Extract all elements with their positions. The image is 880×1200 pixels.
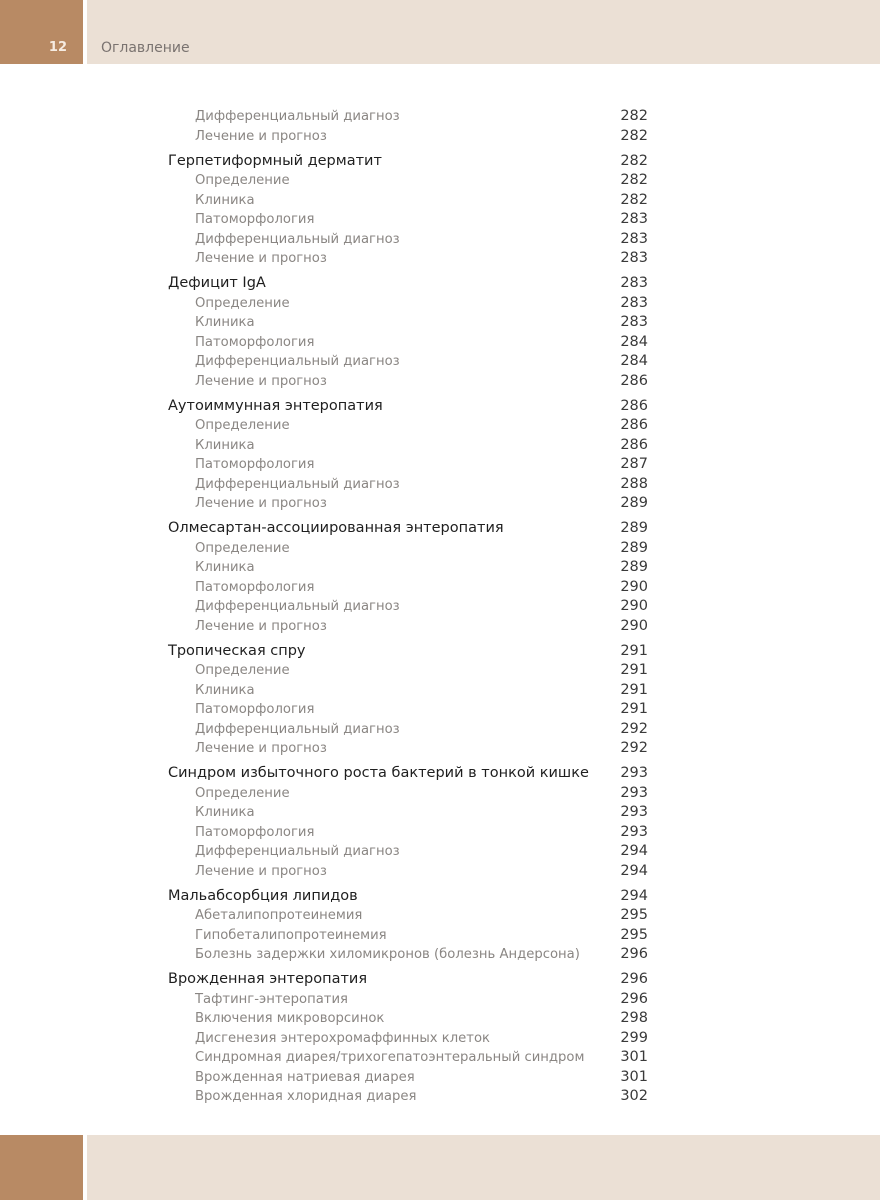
toc-subentry-page: 301: [620, 1068, 648, 1085]
toc-section-entry-page: 294: [620, 887, 648, 904]
toc-subentry-page: 298: [620, 1010, 648, 1026]
toc-subentry-page: 292: [620, 720, 648, 737]
toc-subentry[interactable]: [168, 863, 648, 883]
toc-subentry[interactable]: [168, 231, 648, 251]
toc-subentry-label: Лечение и прогноз: [195, 863, 327, 879]
toc-subentry-page: 290: [620, 617, 648, 634]
toc-subentry-label: Болезнь задержки хиломикронов (болезнь Андерсона): [195, 947, 580, 962]
toc-section-entry-page: 293: [620, 765, 648, 781]
toc-subentry-label: Лечение и прогноз: [195, 251, 327, 266]
toc-subentry-label: Абеталипопротеинемия: [195, 908, 363, 923]
toc-subentry[interactable]: [168, 579, 648, 599]
table-of-contents: [168, 108, 648, 1108]
toc-subentry-page: 291: [620, 701, 648, 717]
toc-subentry[interactable]: [168, 192, 648, 212]
toc-subentry[interactable]: [168, 476, 648, 496]
toc-section-entry[interactable]: [168, 639, 648, 662]
toc-section-entry[interactable]: [168, 149, 648, 172]
toc-subentry[interactable]: [168, 559, 648, 579]
toc-subentry-page: 282: [620, 191, 648, 208]
toc-subentry-label: Определение: [195, 540, 290, 556]
toc-section-entry[interactable]: [168, 517, 648, 540]
toc-subentry-page: 287: [620, 456, 648, 472]
toc-section-entry-label: Мальабсорбция липидов: [168, 887, 358, 904]
toc-subentry-label: Определение: [195, 418, 290, 433]
toc-subentry[interactable]: [168, 456, 648, 476]
toc-subentry-page: 302: [620, 1088, 648, 1104]
toc-subentry-label: Дисгенезия энтерохромаффинных клеток: [195, 1030, 490, 1046]
toc-subentry-label: Клиника: [195, 682, 255, 698]
toc-subentry-page: 295: [620, 926, 648, 943]
header-band: [87, 0, 880, 64]
running-title: Оглавление: [101, 40, 190, 56]
toc-subentry-label: Патоморфология: [195, 334, 315, 350]
toc-section-entry[interactable]: [168, 884, 648, 907]
toc-subentry-page: 289: [620, 539, 648, 556]
toc-section-entry-page: 291: [620, 642, 648, 659]
toc-subentry-page: 290: [620, 578, 648, 595]
toc-subentry-page: 284: [620, 353, 648, 369]
toc-subentry-label: Врожденная натриевая диарея: [195, 1069, 415, 1085]
toc-subentry-page: 282: [620, 172, 648, 188]
toc-subentry[interactable]: [168, 353, 648, 373]
toc-subentry-label: Лечение и прогноз: [195, 618, 327, 634]
toc-subentry-page: 286: [620, 372, 648, 389]
toc-subentry-page: 284: [620, 333, 648, 350]
toc-subentry-label: Лечение и прогноз: [195, 741, 327, 756]
header-accent-block: [0, 0, 83, 64]
toc-subentry[interactable]: [168, 701, 648, 721]
toc-subentry-page: 283: [620, 294, 648, 311]
toc-subentry[interactable]: [168, 721, 648, 741]
toc-subentry-label: Патоморфология: [195, 457, 315, 472]
toc-section-entry-label: Тропическая спру: [168, 642, 306, 659]
toc-subentry[interactable]: [168, 927, 648, 947]
toc-subentry[interactable]: [168, 172, 648, 192]
toc-subentry[interactable]: [168, 907, 648, 927]
toc-subentry-page: 289: [620, 559, 648, 575]
toc-subentry-label: Синдромная диарея/трихогепатоэнтеральный синдром: [195, 1050, 585, 1065]
toc-subentry[interactable]: [168, 598, 648, 618]
footer-accent-block: [0, 1135, 83, 1200]
toc-section-entry-label: Дефицит IgA: [168, 275, 266, 291]
toc-subentry[interactable]: [168, 843, 648, 863]
toc-subentry-label: Клиника: [195, 805, 255, 820]
toc-subentry-label: Дифференциальный диагноз: [195, 354, 400, 369]
toc-section-entry-label: Олмесартан-ассоциированная энтеропатия: [168, 520, 504, 536]
toc-subentry-label: Дифференциальный диагноз: [195, 721, 400, 737]
toc-section-entry-label: Синдром избыточного роста бактерий в тонкой кишке: [168, 765, 589, 781]
toc-subentry-label: Тафтинг-энтеропатия: [195, 991, 348, 1007]
toc-subentry-page: 283: [620, 230, 648, 247]
toc-subentry-page: 289: [620, 495, 648, 511]
toc-subentry[interactable]: [168, 785, 648, 805]
toc-subentry-page: 293: [620, 784, 648, 801]
toc-subentry-page: 299: [620, 1029, 648, 1046]
toc-subentry-label: Клиника: [195, 437, 255, 453]
toc-section-entry[interactable]: [168, 394, 648, 417]
toc-subentry[interactable]: [168, 211, 648, 231]
toc-subentry-label: Включения микроворсинок: [195, 1011, 385, 1026]
toc-subentry-label: Дифференциальный диагноз: [195, 844, 400, 859]
toc-subentry-page: 293: [620, 804, 648, 820]
toc-subentry[interactable]: [168, 295, 648, 315]
toc-subentry[interactable]: [168, 334, 648, 354]
toc-subentry-label: Патоморфология: [195, 579, 315, 595]
toc-subentry-page: 296: [620, 990, 648, 1007]
toc-subentry-page: 283: [620, 211, 648, 227]
toc-subentry[interactable]: [168, 437, 648, 457]
toc-subentry-page: 291: [620, 681, 648, 698]
toc-subentry-page: 292: [620, 740, 648, 756]
toc-subentry-label: Дифференциальный диагноз: [195, 599, 400, 614]
toc-section-entry-page: 282: [620, 152, 648, 169]
toc-subentry-page: 282: [620, 108, 648, 124]
toc-subentry[interactable]: [168, 540, 648, 560]
toc-subentry[interactable]: [168, 1049, 648, 1069]
toc-subentry[interactable]: [168, 946, 648, 966]
toc-subentry-label: Клиника: [195, 315, 255, 330]
footer-band: [87, 1135, 880, 1200]
toc-section-entry-label: Герпетиформный дерматит: [168, 152, 382, 169]
toc-subentry[interactable]: [168, 740, 648, 760]
toc-subentry[interactable]: [168, 991, 648, 1011]
toc-subentry[interactable]: [168, 417, 648, 437]
toc-subentry[interactable]: [168, 495, 648, 515]
toc-section-entry[interactable]: [168, 272, 648, 295]
toc-subentry[interactable]: [168, 824, 648, 844]
toc-subentry-label: Лечение и прогноз: [195, 128, 327, 144]
toc-section-entry-page: 296: [620, 971, 648, 987]
toc-subentry-page: 295: [620, 907, 648, 923]
toc-subentry-label: Врожденная хлоридная диарея: [195, 1089, 417, 1104]
toc-subentry-page: 286: [620, 436, 648, 453]
toc-subentry-page: 288: [620, 475, 648, 492]
toc-subentry-page: 294: [620, 843, 648, 859]
toc-subentry-label: Определение: [195, 173, 290, 188]
toc-subentry-page: 290: [620, 598, 648, 614]
toc-section-entry-page: 286: [620, 397, 648, 414]
toc-subentry[interactable]: [168, 1010, 648, 1030]
toc-subentry-label: Определение: [195, 663, 290, 678]
toc-subentry-label: Клиника: [195, 560, 255, 575]
toc-subentry[interactable]: [168, 618, 648, 638]
toc-subentry-label: Патоморфология: [195, 824, 315, 840]
toc-subentry[interactable]: [168, 682, 648, 702]
toc-subentry-page: 291: [620, 662, 648, 678]
toc-subentry[interactable]: [168, 108, 648, 128]
toc-section-entry-label: Врожденная энтеропатия: [168, 971, 368, 987]
toc-subentry[interactable]: [168, 314, 648, 334]
toc-subentry-label: Дифференциальный диагноз: [195, 109, 400, 124]
toc-subentry[interactable]: [168, 662, 648, 682]
toc-subentry[interactable]: [168, 128, 648, 148]
toc-subentry-page: 283: [620, 314, 648, 330]
toc-section-entry[interactable]: [168, 762, 648, 785]
toc-subentry-label: Определение: [195, 295, 290, 311]
toc-subentry-label: Патоморфология: [195, 702, 315, 717]
toc-subentry-label: Клиника: [195, 192, 255, 208]
toc-section-entry-page: 283: [620, 275, 648, 291]
toc-subentry-page: 294: [620, 862, 648, 879]
toc-subentry-label: Лечение и прогноз: [195, 496, 327, 511]
toc-subentry-label: Определение: [195, 785, 290, 801]
toc-subentry-label: Гипобеталипопротеинемия: [195, 927, 387, 943]
toc-subentry-label: Патоморфология: [195, 212, 315, 227]
toc-subentry-page: 293: [620, 823, 648, 840]
toc-section-entry-page: 289: [620, 520, 648, 536]
toc-subentry[interactable]: [168, 373, 648, 393]
toc-subentry[interactable]: [168, 1069, 648, 1089]
toc-subentry[interactable]: [168, 804, 648, 824]
toc-subentry-page: 286: [620, 417, 648, 433]
toc-subentry-label: Лечение и прогноз: [195, 373, 327, 389]
toc-subentry[interactable]: [168, 1088, 648, 1108]
page-number: 12: [48, 40, 67, 55]
toc-subentry-page: 296: [620, 946, 648, 962]
toc-subentry[interactable]: [168, 250, 648, 270]
toc-subentry[interactable]: [168, 1030, 648, 1050]
toc-section-entry-label: Аутоиммунная энтеропатия: [168, 397, 383, 414]
toc-subentry-page: 282: [620, 127, 648, 144]
toc-subentry-label: Дифференциальный диагноз: [195, 231, 400, 247]
toc-subentry-label: Дифференциальный диагноз: [195, 476, 400, 492]
toc-subentry-page: 283: [620, 250, 648, 266]
toc-section-entry[interactable]: [168, 968, 648, 991]
toc-subentry-page: 301: [620, 1049, 648, 1065]
